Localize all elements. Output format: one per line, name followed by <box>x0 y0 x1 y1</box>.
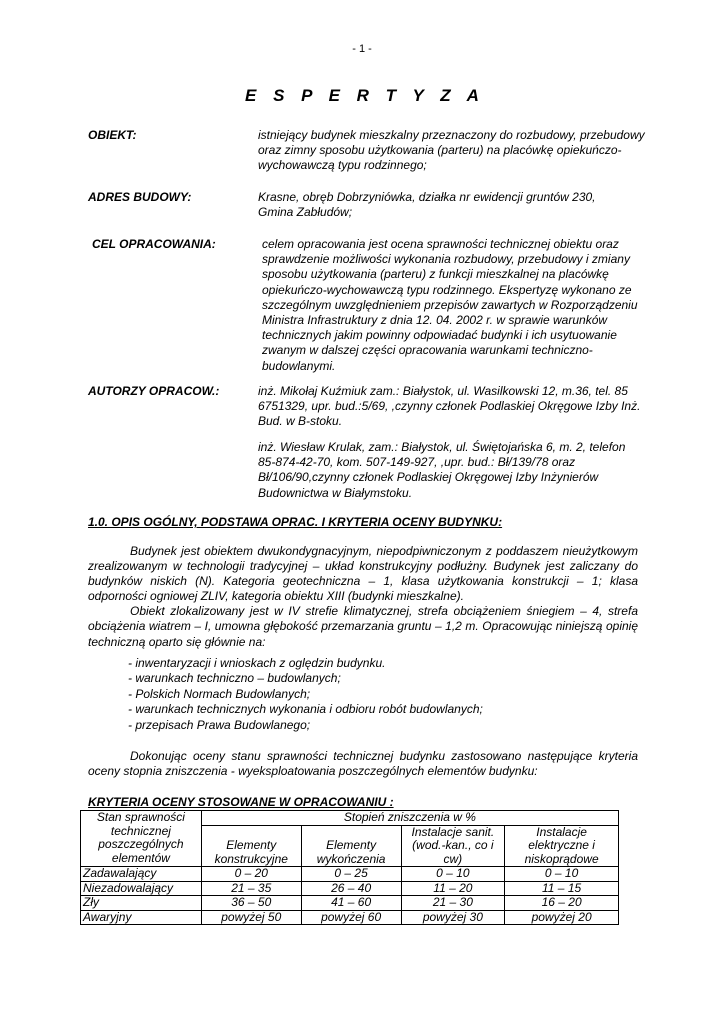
table-cell: 0 – 20 <box>201 867 301 882</box>
paragraph-2: Obiekt zlokalizowany jest w IV strefie klimatycznej, strefa obciążeniem śniegiem – 4, strefa obciążenia wiatrem – I, umowna głębokość przemarzania gruntu – 1,2 m. Opracowując niniejszą opinię techniczną oparto się głównie na: <box>88 604 638 649</box>
table-cell: 21 – 35 <box>201 881 301 896</box>
section-body-2 <box>88 749 638 779</box>
table-cell: 41 – 60 <box>301 896 401 911</box>
table-cell: 16 – 20 <box>505 896 619 911</box>
adres-label: ADRES BUDOWY: <box>88 190 192 204</box>
table-header-row <box>81 811 619 826</box>
list-item: - Polskich Normach Budowlanych; <box>128 686 311 701</box>
row-label: Zły <box>81 896 202 911</box>
criteria-table <box>80 810 619 925</box>
table-cell: 26 – 40 <box>301 881 401 896</box>
column-header: Elementy wykończenia <box>301 825 401 867</box>
column-header: Elementy konstrukcyjne <box>201 825 301 867</box>
table-heading: KRYTERIA OCENY STOSOWANE W OPRACOWANIU : <box>88 795 394 809</box>
table-cell: 21 – 30 <box>401 896 505 911</box>
group-header: Stopień zniszczenia w % <box>201 811 618 826</box>
table-cell: 36 – 50 <box>201 896 301 911</box>
paragraph-3: Dokonując oceny stanu sprawności technicznej budynku zastosowano następujące kryteria oceny stopnia zniszczenia - wyeksploatowania poszczególnych elementów budynku: <box>88 749 638 779</box>
column-header: Instalacje sanit. (wod.-kan., co i cw) <box>401 825 505 867</box>
adres-value: Krasne, obręb Dobrzyniówka, działka nr ewidencji gruntów 230, Gmina Zabłudów; <box>258 190 596 220</box>
column-header: Instalacje elektryczne i niskoprądowe <box>505 825 619 867</box>
row-label: Awaryjny <box>81 910 202 925</box>
section-heading: 1.0. OPIS OGÓLNY, PODSTAWA OPRAC. I KRYTERIA OCENY BUDYNKU: <box>88 515 503 529</box>
table-cell: 11 – 15 <box>505 881 619 896</box>
author-2: inż. Wiesław Krulak, zam.: Białystok, ul. Świętojańska 6, m. 2, telefon 85-874-42-70, kom. 507-149-927, ,upr. bud.: Bł/139/78 oraz Bł/106/90,czynny członek Podlaskiej Okręgowej Izby Inżynierów Budownictwa w Białymstoku. <box>258 440 626 500</box>
list-item: - warunkach techniczno – budowlanych; <box>128 671 341 686</box>
table-cell: powyżej 20 <box>505 910 619 925</box>
section-body <box>88 544 638 650</box>
table-cell: 0 – 10 <box>401 867 505 882</box>
basis-list <box>128 656 483 733</box>
author-1: inż. Mikołaj Kuźmiuk zam.: Białystok, ul. Wasilkowski 12, m.36, tel. 85 6751329, upr. bud.:5/69, ,czynny członek Podlaskiej Okręgowe Izby Inż. Bud. w B-stoku. <box>258 384 641 429</box>
column-header: Stan sprawności technicznej poszczególnych elementów <box>81 811 202 867</box>
cel-value: celem opracowania jest ocena sprawności technicznej obiektu oraz sprawdzenie możliwości wykonania rozbudowy, przebudowy i zmiany sposobu użytkowania (parteru) z funkcji mieszkalnej na placówkę opiekuńczo-wychowawczą typu rodzinnego. Ekspertyzę wykonano ze szczególnym uwzględnieniem przepisów zawartych w Rozporządzeniu Ministra Infrastruktury z dnia 12. 04. 2002 r. w sprawie warunków technicznych jakim powinny odpowiadać budynki i ich usytuowanie zwanym w dalszej części opracowania warunkami techniczno-budowlanymi. <box>262 237 638 373</box>
page-number: - 1 - <box>352 43 372 55</box>
table-cell: 0 – 25 <box>301 867 401 882</box>
row-label: Niezadowalający <box>81 881 202 896</box>
table-cell: powyżej 30 <box>401 910 505 925</box>
table-cell: powyżej 50 <box>201 910 301 925</box>
table-row <box>81 910 619 925</box>
table-cell: 11 – 20 <box>401 881 505 896</box>
row-label: Zadawalający <box>81 867 202 882</box>
autorzy-label: AUTORZY OPRACOW.: <box>88 384 220 398</box>
list-item: - inwentaryzacji i wnioskach z oględzin budynku. <box>128 656 386 670</box>
table-cell: powyżej 60 <box>301 910 401 925</box>
table-row <box>81 881 619 896</box>
paragraph-1: Budynek jest obiektem dwukondygnacyjnym, niepodpiwniczonym z poddaszem nieużytkowym zrealizowanym w technologii tradycyjnej – układ konstrukcyjny podłużny. Budynek jest zaliczany do budynków niskich (N). Kategoria geotechniczna – 1, klasa użytkowania konstrukcji – 1; klasa odporności ogniowej ZLIV, kategoria obiektu XIII (budynki mieszkalne). <box>88 544 638 604</box>
table-row <box>81 896 619 911</box>
cel-label: CEL OPRACOWANIA: <box>92 237 216 251</box>
table-cell: 0 – 10 <box>505 867 619 882</box>
list-item: - przepisach Prawa Budowlanego; <box>128 717 311 732</box>
list-item: - warunkach technicznych wykonania i odbioru robót budowlanych; <box>128 702 483 717</box>
obiekt-value: istniejący budynek mieszkalny przeznaczony do rozbudowy, przebudowy oraz zimny sposobu użytkowania (parteru) na placówkę opiekuńczo-wychowawczą typu rodzinnego; <box>258 128 645 173</box>
table-row <box>81 867 619 882</box>
document-title: E S P E R T Y Z A <box>245 86 485 105</box>
obiekt-label: OBIEKT: <box>88 128 137 142</box>
